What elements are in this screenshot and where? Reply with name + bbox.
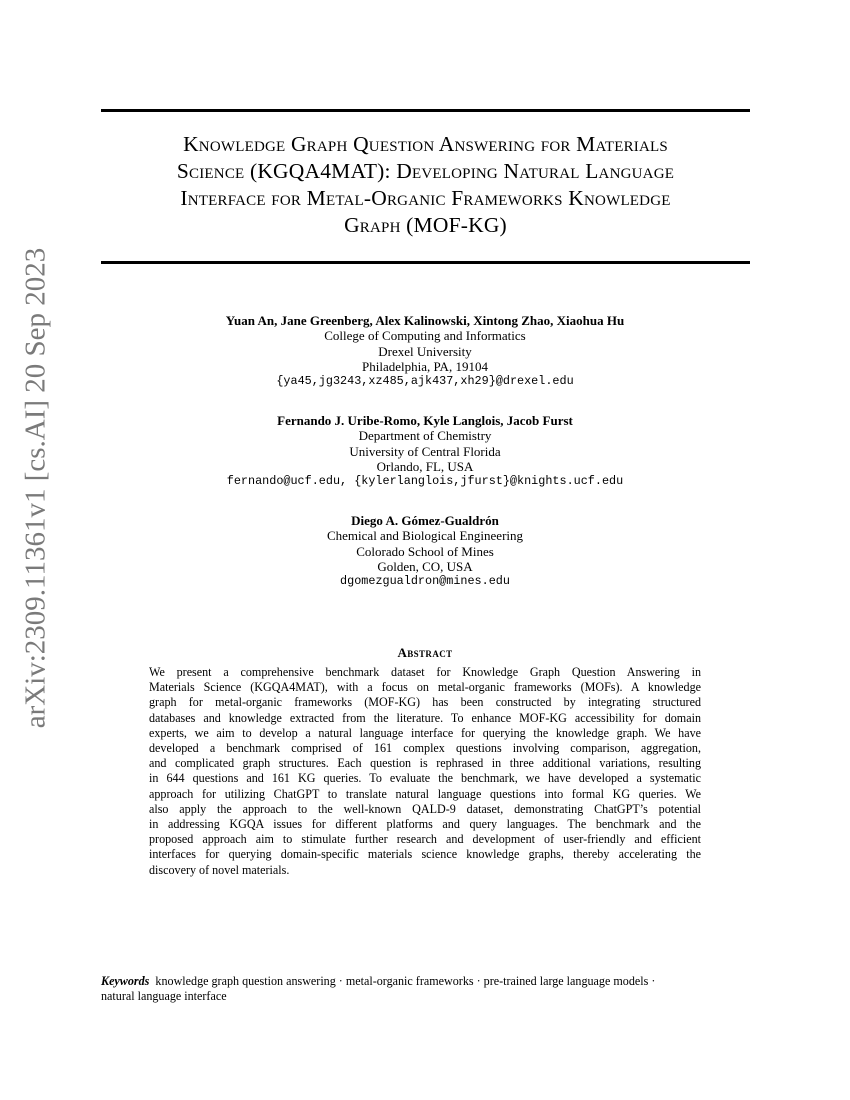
- abstract-line: in 644 questions and 161 KG queries. To evaluate the benchmark, we have developed a systematic: [149, 771, 701, 786]
- title-line: Knowledge Graph Question Answering for Materials: [183, 132, 668, 156]
- author-names: Yuan An, Jane Greenberg, Alex Kalinowski, Xintong Zhao, Xiaohua Hu: [225, 313, 625, 328]
- author-group-mines: [0, 513, 850, 589]
- affiliation-line: Department of Chemistry: [358, 428, 492, 444]
- affiliation-line: Colorado School of Mines: [356, 543, 494, 559]
- title-rule-top: [101, 109, 750, 112]
- author-names: Diego A. Gómez-Gualdrón: [351, 513, 499, 528]
- abstract-body: [149, 665, 701, 878]
- paper-title: [101, 131, 750, 239]
- abstract-heading: Abstract: [397, 645, 453, 660]
- affiliation-line: Orlando, FL, USA: [376, 458, 474, 474]
- author-group-ucf: [0, 413, 850, 489]
- affiliation-line: College of Computing and Informatics: [324, 328, 526, 344]
- affiliation-line: Golden, CO, USA: [377, 558, 473, 574]
- keywords-section: [101, 974, 750, 1004]
- keywords-text: knowledge graph question answering · metal-organic frameworks · pre-trained large language models ·: [155, 974, 656, 988]
- keywords-text-continued: natural language interface: [101, 989, 227, 1004]
- abstract-line: developed a benchmark comprised of 161 complex questions involving comparison, aggregation,: [149, 741, 701, 756]
- author-email: fernando@ucf.edu, {kylerlanglois,jfurst}@knights.ucf.edu: [226, 474, 624, 489]
- arxiv-identifier-text: arXiv:2309.11361v1 [cs.AI] 20 Sep 2023: [19, 247, 52, 728]
- abstract-line: interfaces for querying domain-specific materials science knowledge graphs, thereby accelerating the: [149, 847, 701, 862]
- abstract-line: discovery of novel materials.: [149, 862, 290, 877]
- abstract-line: proposed approach aim to stimulate further research and development of user-friendly and efficient: [149, 832, 701, 847]
- keywords-line: [101, 974, 750, 989]
- abstract-line: experts, we aim to develop a natural language interface for querying the knowledge graph. We have: [149, 725, 701, 740]
- author-email: {ya45,jg3243,xz485,ajk437,xh29}@drexel.edu: [276, 374, 574, 389]
- keywords-label: Keywords: [101, 974, 150, 988]
- author-email: dgomezgualdron@mines.edu: [340, 574, 510, 589]
- abstract-line: and complicated graph structures. Each question is rephrased in three additional variations, resulting: [149, 756, 701, 771]
- abstract-line: Materials Science (KGQA4MAT), with a focus on metal-organic frameworks (MOFs). A knowledge: [149, 680, 701, 695]
- affiliation-line: Chemical and Biological Engineering: [326, 528, 524, 544]
- title-line: Graph (MOF-KG): [344, 213, 507, 237]
- author-group-drexel: [0, 313, 850, 389]
- abstract-line: We present a comprehensive benchmark dataset for Knowledge Graph Question Answering in: [149, 665, 701, 679]
- title-rule-bottom: [101, 261, 750, 264]
- abstract-line: graph for metal-organic frameworks (MOF-KG) has been constructed by integrating structured: [149, 695, 701, 710]
- abstract-line: databases and knowledge extracted from the literature. To enhance MOF-KG accessibility for domain: [149, 710, 701, 725]
- affiliation-line: Drexel University: [378, 343, 472, 359]
- title-line: Interface for Metal-Organic Frameworks Knowledge: [180, 186, 671, 210]
- affiliation-line: University of Central Florida: [349, 443, 501, 459]
- abstract-line: in addressing KGQA issues for different platforms and query languages. The benchmark and the: [149, 817, 701, 832]
- abstract-line: approach for utilizing ChatGPT to translate natural language questions into formal KG queries. We: [149, 786, 701, 801]
- author-names: Fernando J. Uribe-Romo, Kyle Langlois, Jacob Furst: [277, 413, 573, 428]
- affiliation-line: Philadelphia, PA, 19104: [362, 358, 488, 374]
- abstract-line: also apply the approach to the well-known QALD-9 dataset, demonstrating ChatGPT’s potential: [149, 801, 701, 816]
- title-line: Science (KGQA4MAT): Developing Natural Language: [176, 159, 675, 183]
